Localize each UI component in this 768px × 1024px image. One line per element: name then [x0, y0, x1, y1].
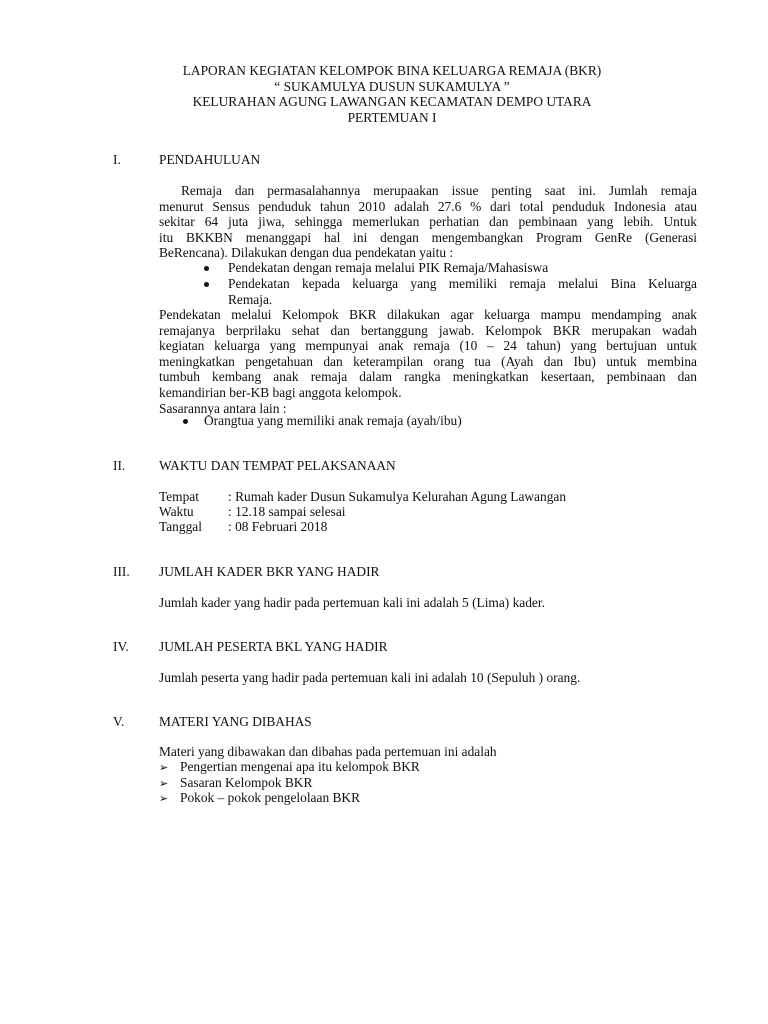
- section-5-intro: Materi yang dibawakan dan dibahas pada pertemuan ini adalah: [159, 744, 497, 759]
- schedule-value: : Rumah kader Dusun Sukamulya Kelurahan Agung Lawangan: [228, 489, 567, 504]
- schedule-value: : 12.18 sampai selesai: [228, 504, 346, 519]
- paragraph-line: kegiatan keluarga yang mempunyai anak remaja (10 – 24 tahun) yang bertujuan untuk: [159, 338, 697, 354]
- list-item: Pengertian mengenai apa itu kelompok BKR: [180, 759, 420, 774]
- schedule-key: Tempat: [159, 489, 199, 504]
- section-4-title: JUMLAH PESERTA BKL YANG HADIR: [159, 639, 388, 654]
- paragraph-line: remajanya berprilaku sehat dan bertanggung jawab. Kelompok BKR merupakan wadah: [159, 322, 697, 338]
- schedule-value: : 08 Februari 2018: [228, 519, 328, 534]
- section-1-number: I.: [113, 152, 121, 167]
- arrow-bullet-icon: ➢: [159, 761, 169, 774]
- section-3-title: JUMLAH KADER BKR YANG HADIR: [159, 564, 380, 579]
- list-item: Sasaran Kelompok BKR: [180, 775, 313, 790]
- paragraph-line: menurut Sensus penduduk tahun 2010 adalah 27.6 % dari total penduduk Indonesia atau: [159, 198, 697, 214]
- target-list: [204, 413, 697, 429]
- schedule-key: Tanggal: [159, 519, 202, 534]
- paragraph-line: BeRencana). Dilakukan dengan dua pendekatan yaitu :: [159, 245, 454, 261]
- header-line-4: PERTEMUAN I: [347, 109, 437, 125]
- list-item: Orangtua yang memiliki anak remaja (ayah/ibu): [204, 413, 462, 428]
- schedule-key: Waktu: [159, 504, 194, 519]
- paragraph-line: Remaja dan permasalahannya merupaakan issue penting saat ini. Jumlah remaja: [181, 183, 697, 198]
- paragraph-line: tumbuh kembang anak remaja dalam rangka meningkatkan kesertaan, pembinaan dan: [159, 369, 697, 385]
- header-line-1: LAPORAN KEGIATAN KELOMPOK BINA KELUARGA REMAJA (BKR): [182, 63, 602, 78]
- list-item: Pendekatan kepada keluarga yang memiliki remaja melalui Bina Keluarga: [228, 276, 697, 291]
- bullet-icon: [183, 419, 188, 424]
- section-4-text: Jumlah peserta yang hadir pada pertemuan kali ini adalah 10 (Sepuluh ) orang.: [159, 670, 581, 685]
- section-1-title: PENDAHULUAN: [159, 152, 261, 167]
- list-item-continuation: Remaja.: [228, 291, 273, 307]
- bullet-icon: [204, 266, 209, 271]
- paragraph-line: itu BKKBN menanggapi hal ini dengan mengembangkan Program GenRe (Generasi: [159, 229, 697, 245]
- section-3-text: Jumlah kader yang hadir pada pertemuan kali ini adalah 5 (Lima) kader.: [159, 595, 545, 610]
- section-3-number: III.: [113, 564, 130, 579]
- paragraph-line: sekitar 64 juta jiwa, sehingga memerlukan perhatian dan pembinaan yang lebih. Untuk: [159, 214, 697, 230]
- arrow-bullet-icon: ➢: [159, 777, 169, 790]
- section-4-number: IV.: [113, 639, 129, 654]
- paragraph-line: meningkatkan pengetahuan dan keterampilan orang tua (Ayah dan Ibu) untuk membina: [159, 353, 697, 369]
- arrow-bullet-icon: ➢: [159, 792, 169, 805]
- list-item: Pokok – pokok pengelolaan BKR: [180, 790, 361, 805]
- section-5-title: MATERI YANG DIBAHAS: [159, 714, 312, 729]
- section-2-title: WAKTU DAN TEMPAT PELAKSANAAN: [159, 458, 396, 473]
- bullet-icon: [204, 282, 209, 287]
- target-label: Sasarannya antara lain :: [159, 400, 287, 416]
- header-line-2: “ SUKAMULYA DUSUN SUKAMULYA ”: [274, 78, 510, 94]
- report-header: [0, 63, 768, 125]
- section-1-paragraph-2: [159, 307, 697, 416]
- section-5-number: V.: [113, 714, 125, 729]
- paragraph-line: Pendekatan melalui Kelompok BKR dilakukan agar keluarga mampu mendamping anak: [159, 307, 697, 322]
- section-2-number: II.: [113, 458, 126, 473]
- header-line-3: KELURAHAN AGUNG LAWANGAN KECAMATAN DEMPO UTARA: [192, 94, 592, 110]
- section-1-paragraph-1: [159, 183, 697, 261]
- list-item: Pendekatan dengan remaja melalui PIK Remaja/Mahasiswa: [228, 260, 549, 275]
- paragraph-line: kemandirian ber-KB bagi anggota kelompok.: [159, 384, 402, 400]
